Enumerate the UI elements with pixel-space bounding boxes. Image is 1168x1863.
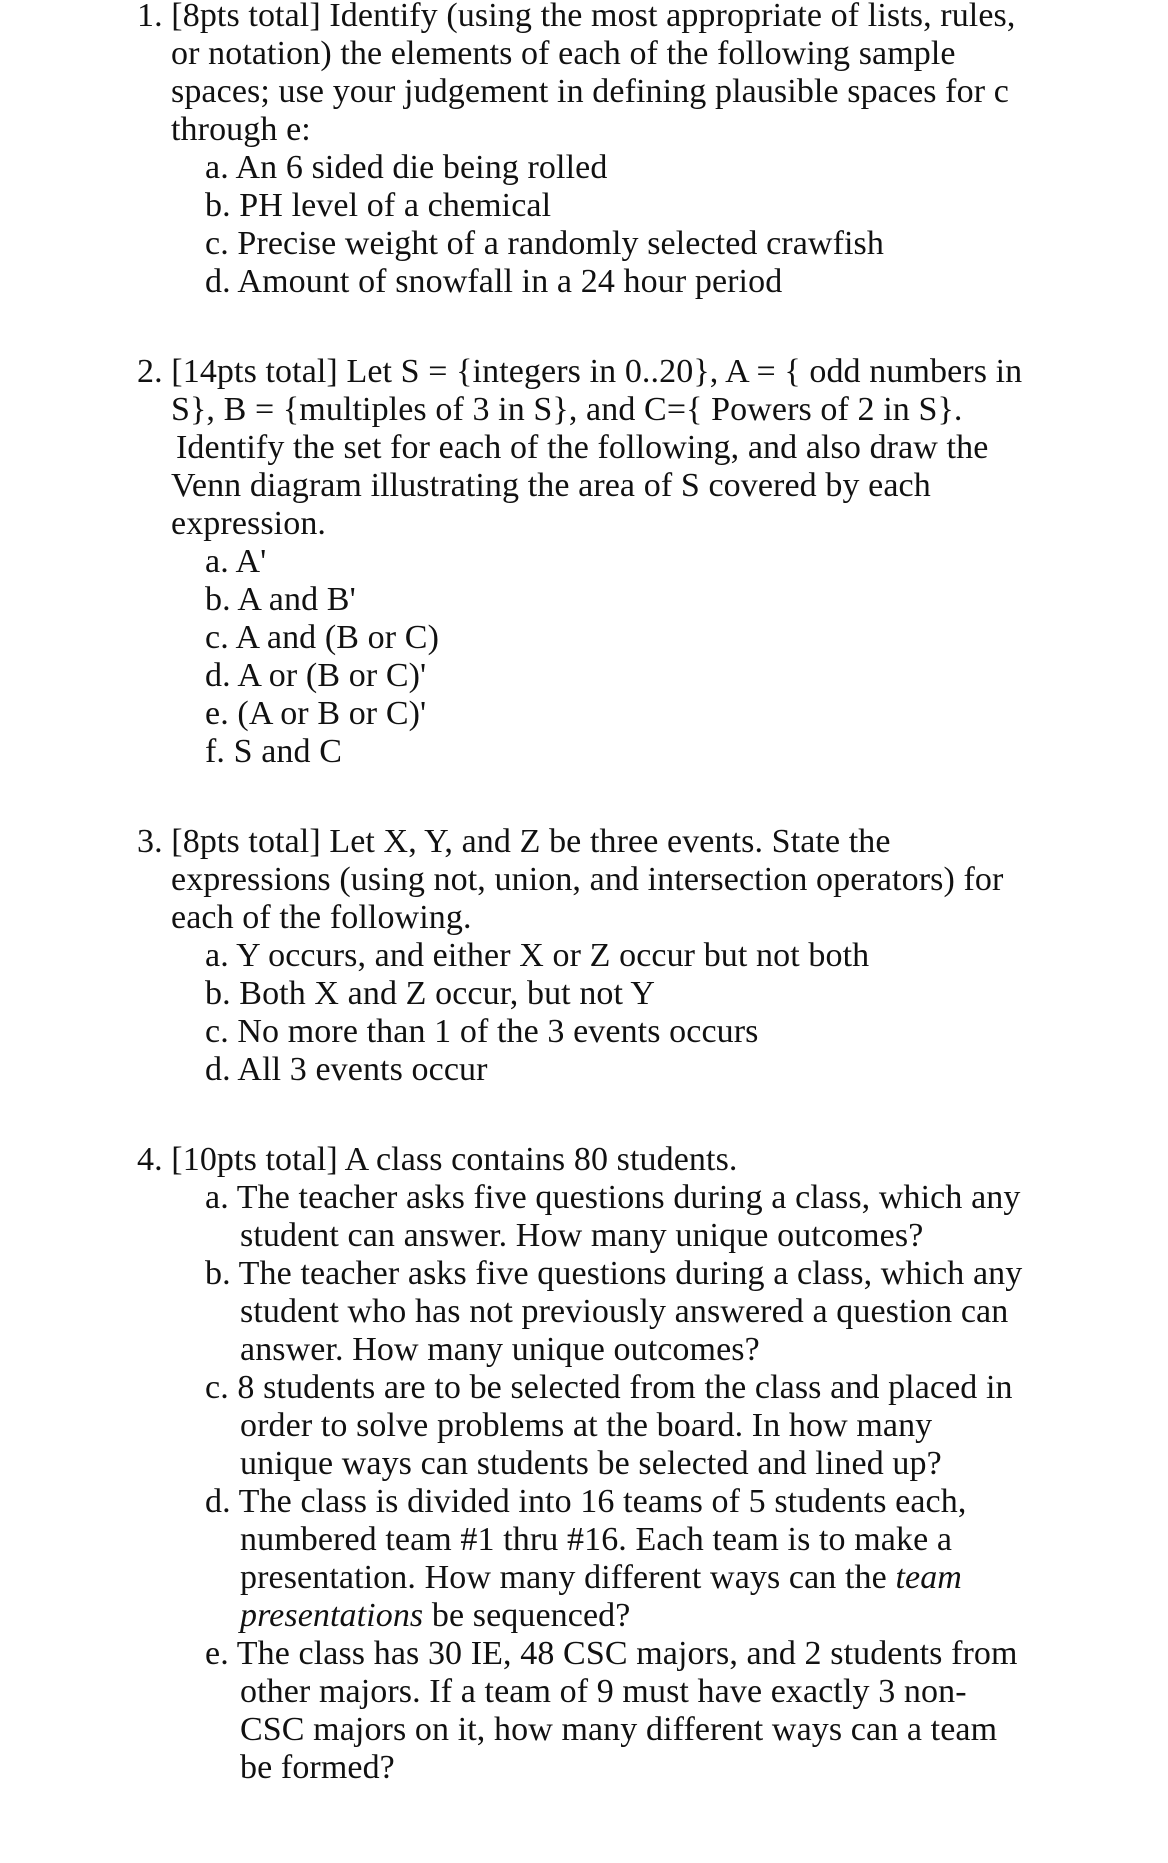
problem-4-item-c-cont-2: unique ways can students be selected and lined up? — [240, 1445, 942, 1482]
problem-4-item-d: d. The class is divided into 16 teams of 5 students each, — [205, 1483, 967, 1520]
problem-1-item-c: c. Precise weight of a randomly selected crawfish — [205, 225, 884, 262]
problem-3-line-2: expressions (using not, union, and intersection operators) for — [171, 861, 1004, 898]
problem-4-item-e-cont-2: CSC majors on it, how many different ways can a team — [240, 1711, 998, 1748]
problem-2-item-a: a. A' — [205, 543, 267, 580]
problem-3-line-1: 3. [8pts total] Let X, Y, and Z be three events. State the — [137, 823, 891, 860]
problem-4-item-d-italic-team: team — [895, 1559, 962, 1596]
problem-4-item-b: b. The teacher asks five questions during a class, which any — [205, 1255, 1023, 1292]
problem-2-line-3: Identify the set for each of the following, and also draw the — [176, 429, 989, 466]
problem-1-item-b: b. PH level of a chemical — [205, 187, 552, 224]
problem-4-line-1: 4. [10pts total] A class contains 80 students. — [137, 1141, 738, 1178]
problem-4-item-e: e. The class has 30 IE, 48 CSC majors, and 2 students from — [205, 1635, 1018, 1672]
problem-4-item-a-cont-1: student can answer. How many unique outcomes? — [240, 1217, 924, 1254]
problem-3-item-c: c. No more than 1 of the 3 events occurs — [205, 1013, 759, 1050]
problem-2-item-d: d. A or (B or C)' — [205, 657, 427, 694]
problem-1-item-a: a. An 6 sided die being rolled — [205, 149, 608, 186]
problem-4-item-c-cont-1: order to solve problems at the board. In how many — [240, 1407, 933, 1444]
problem-1-line-1: 1. [8pts total] Identify (using the most appropriate of lists, rules, — [137, 0, 1016, 34]
problem-4-item-e-cont-1: other majors. If a team of 9 must have exactly 3 non- — [240, 1673, 967, 1710]
problem-1-line-3: spaces; use your judgement in defining plausible spaces for c — [171, 73, 1009, 110]
problem-4-item-d-cont-2 — [240, 1558, 962, 1598]
problem-4-item-c: c. 8 students are to be selected from the class and placed in — [205, 1369, 1013, 1406]
problem-2-item-b: b. A and B' — [205, 581, 356, 618]
problem-3-item-a: a. Y occurs, and either X or Z occur but not both — [205, 937, 870, 974]
problem-4-item-b-cont-2: answer. How many unique outcomes? — [240, 1331, 760, 1368]
problem-2-line-5: expression. — [171, 505, 327, 542]
problem-4-item-d-italic-presentations: presentations — [240, 1597, 424, 1634]
problem-1-line-4: through e: — [171, 111, 311, 148]
problem-4-item-b-cont-1: student who has not previously answered a question can — [240, 1293, 1009, 1330]
problem-2-item-c: c. A and (B or C) — [205, 619, 440, 656]
problem-4-item-d-cont-1: numbered team #1 thru #16. Each team is to make a — [240, 1521, 953, 1558]
problem-3-line-3: each of the following. — [171, 899, 472, 936]
problem-1-item-d: d. Amount of snowfall in a 24 hour period — [205, 263, 783, 300]
problem-2-line-2: S}, B = {multiples of 3 in S}, and C={ Powers of 2 in S}. — [171, 391, 963, 428]
problem-4-item-d-cont-2-text: presentation. How many different ways can the — [240, 1559, 887, 1596]
problem-4-item-a: a. The teacher asks five questions during a class, which any — [205, 1179, 1021, 1216]
problem-1-line-2: or notation) the elements of each of the following sample — [171, 35, 956, 72]
problem-3-item-b: b. Both X and Z occur, but not Y — [205, 975, 656, 1012]
problem-2-item-e: e. (A or B or C)' — [205, 695, 427, 732]
problem-4-item-d-tail: be sequenced? — [423, 1597, 631, 1634]
problem-2-line-4: Venn diagram illustrating the area of S covered by each — [171, 467, 931, 504]
problem-4-item-e-cont-3: be formed? — [240, 1749, 395, 1786]
problem-2-item-f: f. S and C — [205, 733, 342, 770]
problem-2-line-1: 2. [14pts total] Let S = {integers in 0..20}, A = { odd numbers in — [137, 353, 1023, 390]
problem-4-item-d-cont-3 — [240, 1596, 630, 1636]
problem-3-item-d: d. All 3 events occur — [205, 1051, 488, 1088]
